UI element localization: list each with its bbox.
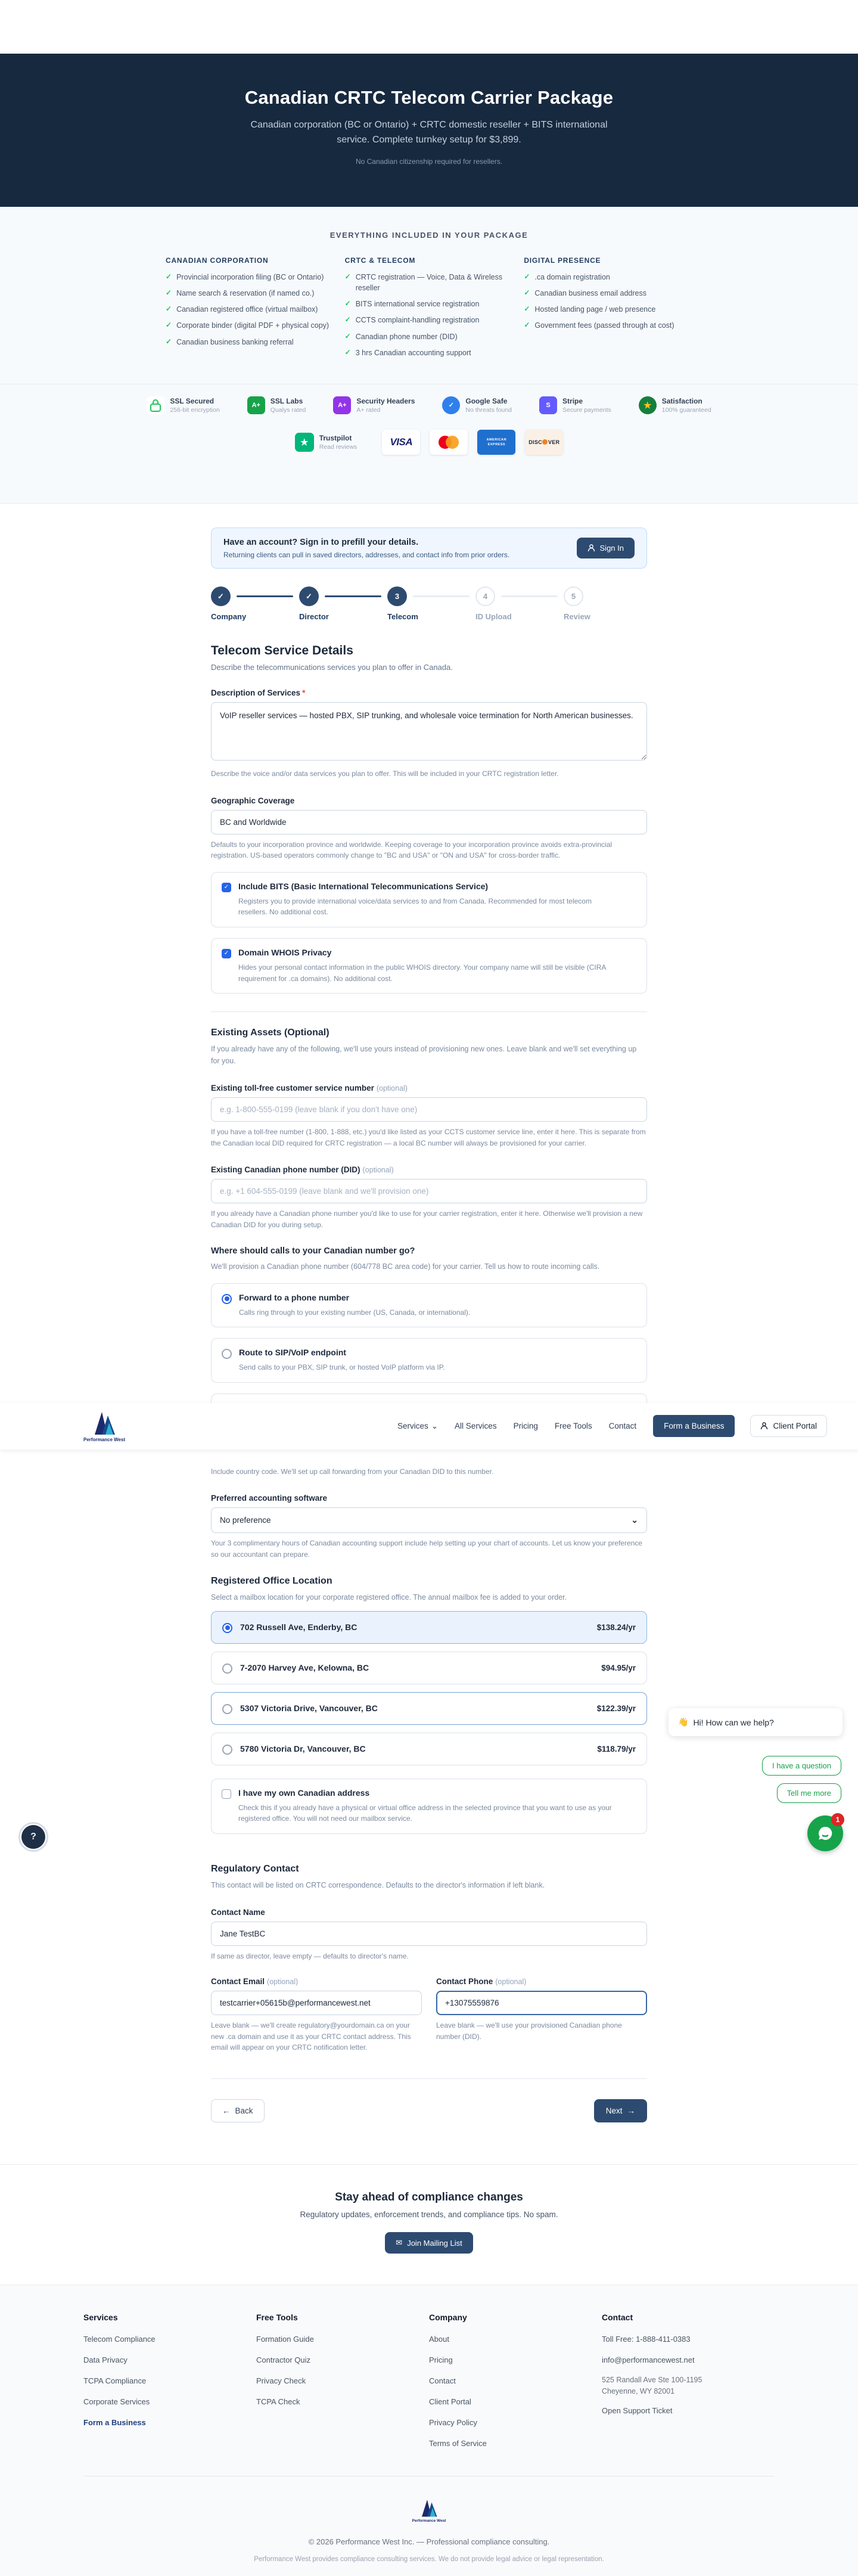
tollfree-label: Existing toll-free customer service number (optional) — [211, 1084, 408, 1093]
badge-label: SSL Secured — [170, 396, 214, 405]
a-plus-icon: A+ — [333, 396, 351, 414]
help-fab-button[interactable] — [21, 1825, 45, 1849]
back-label: Back — [235, 2106, 253, 2116]
hero-banner — [0, 54, 858, 207]
included-item-text: Canadian registered office (virtual mailbox) — [176, 305, 318, 314]
contact-phone-input[interactable] — [436, 1991, 647, 2015]
check-icon: ✓ — [166, 305, 172, 314]
office-radio[interactable] — [222, 1745, 232, 1755]
performance-west-logo-icon — [418, 2498, 440, 2518]
star-icon: ★ — [639, 396, 657, 414]
included-section — [0, 207, 858, 504]
footer-free-tools-column — [256, 2313, 429, 2459]
disclaimer-text: Performance West provides compliance consulting services. We do not provide legal advice or legal representation. — [254, 2556, 604, 2563]
column-title: CANADIAN CORPORATION — [166, 256, 269, 265]
footer-link-data-privacy[interactable]: Data Privacy — [83, 2355, 128, 2365]
footer-link-contractor-quiz[interactable]: Contractor Quiz — [256, 2355, 311, 2365]
copyright-text: © 2026 Performance West Inc. — Professional compliance consulting. — [308, 2537, 550, 2547]
footer-company-column — [429, 2313, 602, 2459]
geographic-help: Defaults to your incorporation province and worldwide. Keeping coverage to your incorporation province avoids extra-provincial registration. US-based operators commonly change to "BC and USA" or "ON and USA" for cross-border traffic. — [211, 840, 613, 860]
required-asterisk: * — [302, 688, 306, 697]
footer-open-support-ticket[interactable]: Open Support Ticket — [602, 2406, 673, 2416]
chat-bubble-icon — [816, 1824, 834, 1842]
step-label-idupload: ID Upload — [475, 612, 512, 621]
performance-west-logo-icon — [90, 1410, 119, 1436]
included-columns — [166, 256, 692, 364]
discover-dot-icon — [542, 439, 548, 445]
badge-sub: 100% guaranteed — [661, 406, 711, 414]
client-portal-label: Client Portal — [773, 1422, 817, 1431]
description-help: Describe the voice and/or data services you plan to offer. This will be included in your CRTC registration letter. — [211, 769, 559, 778]
progress-stepper — [211, 586, 647, 621]
contact-email-help: Leave blank — we'll create regulatory@yourdomain.ca on your new .ca domain and use it as your CRTC contact address. This email will appear on your CRTC notification letter. — [211, 2021, 411, 2052]
footer-link-tcpa-compliance[interactable]: TCPA Compliance — [83, 2376, 147, 2386]
trustpilot-sub: Read reviews — [319, 443, 358, 451]
newsletter-title: Stay ahead of compliance changes — [335, 2191, 523, 2204]
partially-hidden-card — [211, 1393, 647, 1403]
badge-sub: Secure payments — [562, 406, 611, 414]
description-label: Description of Services * — [211, 688, 306, 697]
nav-link-all-services[interactable]: All Services — [455, 1422, 497, 1431]
included-item — [166, 272, 334, 283]
form-a-business-button[interactable]: Form a Business — [653, 1415, 735, 1437]
join-mailing-list-label: Join Mailing List — [407, 2238, 462, 2248]
shield-check-icon: ✓ — [442, 396, 460, 414]
call-routing-sub: We'll provision a Canadian phone number (604/778 BC area code) for your carrier. Tell us how to route incoming calls. — [211, 1262, 600, 1271]
tollfree-help: If you have a toll-free number (1-800, 1-888, etc.) you'd like listed as your CCTS customer service line, enter it here. This is separate from the Canadian local DID required for CRTC registration — a local BC number will always be provisioned for your carrier. — [211, 1128, 646, 1147]
arrow-left-icon: ← — [222, 2106, 231, 2116]
check-icon: ✓ — [166, 321, 172, 330]
next-label: Next — [605, 2106, 623, 2116]
whois-desc: Hides your personal contact information in the public WHOIS directory. Your company name will still be visible (CIRA requirement for .ca domains). No additional cost. — [238, 963, 606, 983]
navbar-links — [397, 1422, 636, 1431]
badge-google-safe — [442, 396, 512, 414]
badge-sub: A+ rated — [356, 406, 381, 414]
included-item — [524, 272, 692, 283]
footer-column-title: Services — [83, 2313, 118, 2323]
whois-option-card[interactable] — [211, 938, 647, 994]
page-title: Canadian CRTC Telecom Carrier Package — [244, 87, 614, 108]
forward-radio[interactable] — [222, 1294, 232, 1304]
footer-link-pricing[interactable]: Pricing — [429, 2355, 453, 2365]
contact-email-input[interactable] — [211, 1991, 422, 2015]
footer-logo — [0, 2498, 858, 2523]
bits-option-card[interactable] — [211, 872, 647, 927]
wave-icon: 👋 — [678, 1717, 689, 1727]
did-help: If you already have a Canadian phone number you'd like to use for your carrier registration, enter it here. Otherwise we'll provision a new Canadian DID for you during setup. — [211, 1209, 643, 1229]
regulatory-heading: Regulatory Contact — [211, 1863, 299, 1874]
included-item — [524, 304, 692, 315]
nav-link-contact[interactable]: Contact — [608, 1422, 637, 1431]
included-item-text: Corporate binder (digital PDF + physical copy) — [176, 321, 329, 330]
optional-tag: (optional) — [362, 1166, 394, 1175]
amex-logo: AMERICAN EXPRESS — [477, 430, 515, 455]
step-director-circle[interactable]: ✓ — [299, 586, 319, 606]
order-form-continued — [211, 1450, 647, 2162]
footer-link-privacy-check[interactable]: Privacy Check — [256, 2376, 306, 2386]
footer-link-contact[interactable]: Contact — [429, 2376, 456, 2386]
contact-email-label: Contact Email (optional) — [211, 1977, 299, 1987]
included-item — [524, 288, 692, 299]
page-top-spacer — [0, 0, 858, 54]
chat-greeting-bubble[interactable] — [669, 1708, 843, 1736]
check-icon: ✓ — [524, 305, 530, 314]
routing-option-forward[interactable] — [211, 1283, 647, 1328]
logo-caption: Performance West — [412, 2519, 446, 2524]
own-address-card[interactable] — [211, 1779, 647, 1834]
check-icon: ✓ — [344, 315, 351, 324]
included-item-text: 3 hrs Canadian accounting support — [355, 348, 471, 357]
person-icon — [587, 544, 595, 552]
order-form — [211, 504, 647, 1403]
included-item-text: Canadian business banking referral — [176, 337, 294, 346]
sign-in-label: Sign In — [599, 544, 624, 553]
office-radio[interactable] — [222, 1663, 232, 1674]
existing-assets-intro: If you already have any of the following, we'll use yours instead of provisioning new ones. Leave blank and we'll set everything up for you. — [211, 1045, 637, 1066]
forward-desc: Calls ring through to your existing number (US, Canada, or international). — [239, 1308, 471, 1317]
contact-name-input[interactable] — [211, 1922, 647, 1946]
step-idupload-circle[interactable]: 4 — [475, 586, 495, 606]
back-button[interactable] — [211, 2099, 265, 2122]
accounting-help: Your 3 complimentary hours of Canadian accounting support include help setting up your chart of accounts. Let us know your preference so our accountant can prepare. — [211, 1539, 642, 1559]
forward-title: Forward to a phone number — [239, 1292, 350, 1302]
included-item — [345, 347, 514, 358]
forward-number-help: Include country code. We'll set up call forwarding from your Canadian DID to this number. — [211, 1467, 494, 1476]
badge-stripe — [539, 396, 611, 414]
office-heading: Registered Office Location — [211, 1575, 332, 1586]
footer-link-form-a-business[interactable]: Form a Business — [83, 2418, 146, 2428]
bits-title: Include BITS (Basic International Telecommunications Service) — [238, 881, 489, 891]
badge-satisfaction — [639, 396, 711, 414]
included-item — [166, 288, 334, 299]
included-item-text: Government fees (passed through at cost) — [534, 321, 674, 330]
step-telecom-circle[interactable]: 3 — [387, 586, 407, 606]
call-routing-question: Where should calls to your Canadian number go? — [211, 1246, 415, 1256]
badge-label: SSL Labs — [270, 396, 303, 405]
contact-name-label: Contact Name — [211, 1907, 265, 1917]
footer-services-column — [83, 2313, 256, 2459]
own-address-checkbox[interactable] — [222, 1789, 231, 1799]
chat-unread-badge: 1 — [831, 1813, 844, 1826]
included-item — [345, 299, 514, 309]
wizard-actions — [211, 2099, 647, 2162]
included-item — [166, 320, 334, 331]
footer-email[interactable]: info@performancewest.net — [602, 2355, 695, 2365]
geographic-label: Geographic Coverage — [211, 796, 295, 805]
badge-ssl-secured — [147, 396, 219, 414]
own-address-title: I have my own Canadian address — [238, 1787, 370, 1798]
mastercard-logo — [430, 430, 468, 455]
chevron-down-icon: ⌄ — [431, 1421, 439, 1430]
payment-logos-row — [0, 430, 858, 465]
office-option-victoria-dr[interactable] — [211, 1733, 647, 1765]
hero-note: No Canadian citizenship required for resellers. — [355, 157, 503, 166]
office-price: $122.39/yr — [596, 1703, 636, 1713]
office-address: 702 Russell Ave, Enderby, BC — [240, 1622, 358, 1632]
office-price: $118.79/yr — [597, 1744, 636, 1753]
arrow-right-icon: → — [627, 2106, 635, 2116]
check-icon: ✓ — [166, 337, 172, 346]
trustpilot-star-icon: ★ — [295, 433, 314, 452]
office-price: $94.95/yr — [601, 1663, 636, 1672]
check-icon: ✓ — [166, 272, 172, 281]
optional-tag: (optional) — [376, 1084, 408, 1093]
mail-icon: ✉ — [396, 2238, 403, 2248]
step-company-circle[interactable]: ✓ — [211, 586, 231, 606]
client-portal-button[interactable] — [750, 1415, 827, 1437]
bits-desc: Registers you to provide international voice/data services to and from Canada. Recommended for most telecom resellers. No additional cost. — [238, 896, 592, 917]
existing-assets-heading: Existing Assets (Optional) — [211, 1028, 329, 1038]
question-mark-icon: ? — [30, 1832, 36, 1842]
included-column-crtc — [345, 256, 514, 364]
tollfree-input[interactable] — [211, 1097, 647, 1122]
included-column-digital — [524, 256, 692, 364]
visa-logo: VISA — [382, 430, 420, 455]
included-item-text: Hosted landing page / web presence — [534, 305, 656, 314]
newsletter-section — [0, 2164, 858, 2285]
signin-title: Have an account? Sign in to prefill your details. — [223, 538, 419, 547]
footer-link-tcpa-check[interactable]: TCPA Check — [256, 2397, 300, 2407]
next-button[interactable] — [594, 2099, 647, 2122]
newsletter-sub: Regulatory updates, enforcement trends, and compliance tips. No spam. — [300, 2210, 558, 2220]
sip-desc: Send calls to your PBX, SIP trunk, or hosted VoIP platform via IP. — [239, 1363, 445, 1372]
a-plus-icon: A+ — [247, 396, 265, 414]
nav-link-free-tools[interactable]: Free Tools — [554, 1422, 592, 1431]
stripe-icon: S — [539, 396, 557, 414]
chevron-down-icon: ⌄ — [631, 1515, 638, 1525]
optional-tag: (optional) — [495, 1978, 527, 1987]
step-label-company: Company — [211, 612, 247, 621]
description-textarea[interactable] — [211, 702, 647, 761]
office-radio[interactable] — [222, 1623, 232, 1633]
accounting-select[interactable] — [211, 1507, 647, 1533]
geographic-input[interactable] — [211, 810, 647, 834]
section-title: Telecom Service Details — [211, 644, 353, 657]
badge-ssl-labs — [247, 396, 306, 414]
footer-address: 525 Randall Ave Ste 100-1195 Cheyenne, WY 82001 — [602, 2376, 702, 2396]
included-heading: EVERYTHING INCLUDED IN YOUR PACKAGE — [329, 231, 529, 240]
nav-link-services[interactable]: Services ⌄ — [397, 1421, 439, 1431]
did-label: Existing Canadian phone number (DID) (optional) — [211, 1165, 394, 1175]
step-connector — [501, 595, 558, 597]
chat-quick-reply-question[interactable]: I have a question — [762, 1756, 841, 1776]
step-connector — [325, 595, 381, 597]
contact-phone-label: Contact Phone (optional) — [436, 1977, 527, 1987]
check-icon: ✓ — [524, 288, 530, 297]
badge-label: Security Headers — [356, 396, 415, 405]
badge-label: Stripe — [562, 396, 583, 405]
join-mailing-list-button[interactable] — [385, 2232, 472, 2254]
office-address: 5780 Victoria Dr, Vancouver, BC — [240, 1744, 366, 1753]
step-label-review: Review — [564, 612, 590, 621]
office-radio[interactable] — [222, 1704, 232, 1714]
footer-link-about[interactable]: About — [429, 2335, 449, 2344]
whois-checkbox[interactable]: ✓ — [222, 949, 231, 958]
accounting-selected-value: No preference — [220, 1516, 271, 1525]
signin-banner — [211, 527, 647, 569]
badge-sub: Qualys rated — [270, 406, 306, 414]
trust-badges-row — [0, 384, 858, 417]
actions-divider — [211, 2078, 647, 2079]
check-icon: ✓ — [524, 321, 530, 330]
included-item-text: CRTC registration — Voice, Data & Wireless reseller — [355, 273, 503, 293]
footer-link-formation-guide[interactable]: Formation Guide — [256, 2335, 314, 2344]
contact-name-help: If same as director, leave empty — defaults to director's name. — [211, 1951, 409, 1960]
badge-label: Google Safe — [465, 396, 508, 405]
check-icon: ✓ — [524, 272, 530, 281]
step-label-director: Director — [299, 612, 329, 621]
badge-sub: 256-bit encryption — [170, 406, 220, 414]
logo-caption: Performance West — [83, 1437, 126, 1443]
sip-title: Route to SIP/VoIP endpoint — [239, 1348, 346, 1358]
bits-checkbox[interactable]: ✓ — [222, 883, 231, 892]
office-option-victoria-drive[interactable] — [211, 1692, 647, 1725]
own-address-desc: Check this if you already have a physical or virtual office address in the selected province that you want to use as your registered office. You will not need our mailbox service. — [238, 1803, 612, 1823]
section-subtitle: Describe the telecommunications services you plan to offer in Canada. — [211, 663, 453, 672]
trustpilot-label: Trustpilot — [319, 433, 352, 442]
step-connector — [237, 595, 293, 597]
office-address: 5307 Victoria Drive, Vancouver, BC — [240, 1703, 378, 1713]
office-option-kelowna[interactable] — [211, 1652, 647, 1684]
column-title: CRTC & TELECOM — [344, 256, 416, 265]
included-item-text: Canadian phone number (DID) — [355, 332, 458, 341]
footer-column-title: Contact — [602, 2313, 633, 2323]
included-item-text: Provincial incorporation filing (BC or Ontario) — [176, 273, 324, 281]
included-item — [166, 337, 334, 347]
check-icon: ✓ — [344, 347, 351, 356]
badge-security-headers — [333, 396, 415, 414]
included-item — [524, 320, 692, 331]
trustpilot-badge[interactable] — [295, 433, 358, 452]
sign-in-button[interactable] — [577, 538, 635, 558]
footer-link-telecom-compliance[interactable]: Telecom Compliance — [83, 2335, 156, 2344]
section-divider — [211, 1011, 647, 1012]
hero-subtitle: Canadian corporation (BC or Ontario) + CRTC domestic reseller + BITS international service. Complete turnkey setup for $3,899. — [250, 120, 608, 145]
included-item-text: CCTS complaint-handling registration — [355, 316, 480, 325]
chat-greeting-text: Hi! How can we help? — [693, 1717, 774, 1727]
main-navbar — [0, 1403, 858, 1450]
chat-quick-reply-more[interactable]: Tell me more — [777, 1783, 841, 1803]
included-item-text: Name search & reservation (if named co.) — [176, 289, 315, 298]
footer-link-client-portal[interactable]: Client Portal — [429, 2397, 471, 2407]
lock-icon — [147, 396, 164, 414]
included-item — [345, 315, 514, 325]
included-item — [166, 304, 334, 315]
navbar-logo[interactable] — [83, 1410, 125, 1442]
chat-launcher-button[interactable] — [807, 1815, 843, 1851]
sip-radio[interactable] — [222, 1349, 232, 1359]
included-item-text: Canadian business email address — [534, 289, 647, 298]
office-address: 7-2070 Harvey Ave, Kelowna, BC — [240, 1663, 369, 1672]
office-sub: Select a mailbox location for your corporate registered office. The annual mailbox fee is added to your order. — [211, 1593, 567, 1602]
included-item — [345, 272, 514, 293]
included-item — [345, 331, 514, 342]
footer-column-title: Free Tools — [256, 2313, 298, 2323]
check-icon: ✓ — [344, 299, 351, 308]
included-column-corporation — [166, 256, 334, 364]
footer-column-title: Company — [429, 2313, 467, 2323]
page-footer — [0, 2285, 858, 2576]
check-icon: ✓ — [344, 272, 351, 281]
included-item-text: BITS international service registration — [355, 300, 480, 309]
did-input[interactable] — [211, 1179, 647, 1203]
signin-subtitle: Returning clients can pull in saved directors, addresses, and contact info from prior orders. — [223, 551, 510, 559]
person-icon — [760, 1422, 768, 1430]
whois-title: Domain WHOIS Privacy — [238, 947, 332, 957]
office-option-enderby[interactable] — [211, 1611, 647, 1644]
footer-tollfree-number[interactable]: Toll Free: 1-888-411-0383 — [602, 2335, 691, 2344]
contact-phone-help: Leave blank — we'll use your provisioned Canadian phone number (DID). — [436, 2021, 622, 2041]
footer-contact-column — [602, 2313, 775, 2459]
regulatory-sub: This contact will be listed on CRTC correspondence. Defaults to the director's information if left blank. — [211, 1880, 545, 1889]
optional-tag: (optional) — [267, 1978, 299, 1987]
footer-link-terms[interactable]: Terms of Service — [429, 2439, 487, 2448]
included-item-text: .ca domain registration — [534, 273, 610, 281]
check-icon: ✓ — [344, 331, 351, 340]
step-connector — [413, 595, 470, 597]
contact-email-field — [211, 1977, 422, 2053]
routing-option-sip[interactable] — [211, 1338, 647, 1383]
column-title: DIGITAL PRESENCE — [524, 256, 601, 265]
nav-link-pricing[interactable]: Pricing — [513, 1422, 538, 1431]
footer-link-privacy-policy[interactable]: Privacy Policy — [429, 2418, 477, 2428]
discover-logo: DISC VER — [525, 430, 563, 455]
contact-phone-field — [436, 1977, 647, 2053]
step-label-telecom: Telecom — [387, 612, 418, 621]
check-icon: ✓ — [166, 288, 172, 297]
badge-sub: No threats found — [465, 406, 512, 414]
badge-label: Satisfaction — [661, 396, 702, 405]
footer-link-corporate-services[interactable]: Corporate Services — [83, 2397, 150, 2407]
step-review-circle[interactable]: 5 — [564, 586, 583, 606]
office-price: $138.24/yr — [596, 1622, 636, 1632]
accounting-label: Preferred accounting software — [211, 1494, 328, 1503]
